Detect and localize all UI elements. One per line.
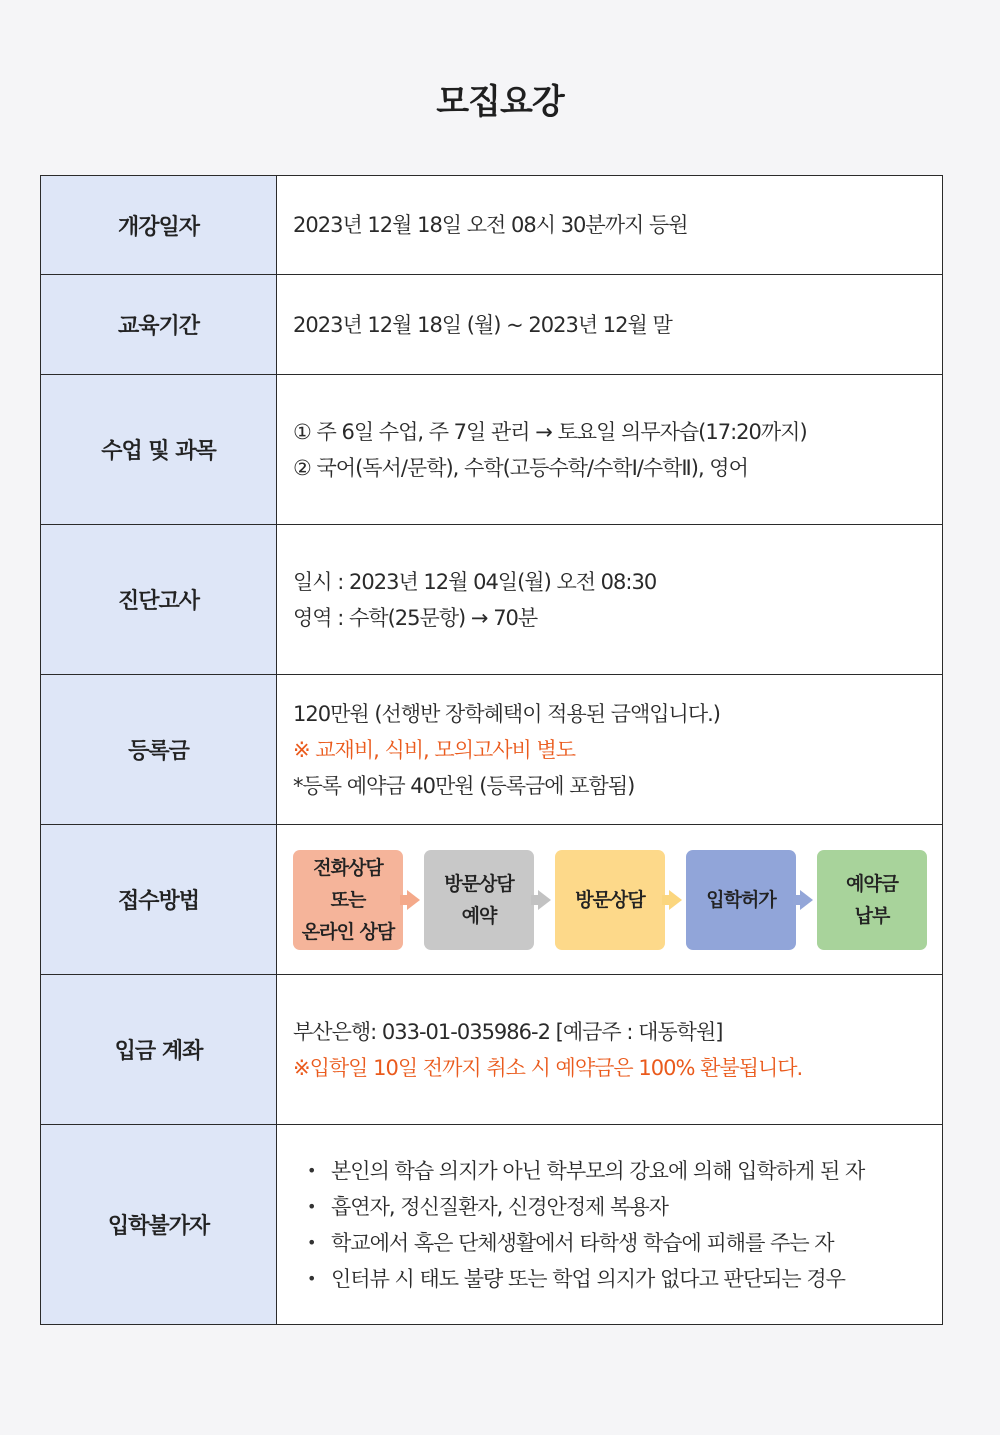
step-text: 입학허가	[706, 888, 776, 911]
list-item: • 흡연자, 정신질환자, 신경안정제 복용자	[307, 1189, 932, 1225]
row-value	[277, 975, 943, 1125]
row-label: 수업 및 과목	[41, 375, 277, 525]
list-item: • 학교에서 혹은 단체생활에서 타학생 학습에 피해를 주는 자	[307, 1225, 932, 1261]
row-value	[277, 525, 943, 675]
row-bank-account	[41, 975, 943, 1125]
page-title: 모집요강	[436, 82, 564, 122]
step-text: 예약	[461, 904, 497, 927]
row-value	[277, 1125, 943, 1325]
row-value	[277, 275, 943, 375]
row-application-method	[41, 825, 943, 975]
row-value	[277, 825, 943, 975]
step-text: 전화상담	[313, 856, 383, 879]
row-tuition	[41, 675, 943, 825]
arrow-right-icon	[538, 890, 551, 910]
tuition-line-1: 120만원 (선행반 장학혜택이 적용된 금액입니다.)	[293, 701, 720, 726]
row-label: 입학불가자	[41, 1125, 277, 1325]
row-value	[277, 176, 943, 275]
row-diagnostic-test	[41, 525, 943, 675]
step-admission	[686, 850, 796, 950]
list-item: • 본인의 학습 의지가 아닌 학부모의 강요에 의해 입학하게 된 자	[307, 1153, 932, 1189]
application-steps	[293, 850, 927, 950]
step-consultation	[293, 850, 403, 950]
diagnostic-line-1: 일시 : 2023년 12월 04일(월) 오전 08:30	[293, 569, 657, 594]
classes-line-2: ② 국어(독서/문학), 수학(고등수학/수학Ⅰ/수학Ⅱ), 영어	[293, 455, 748, 480]
step-visit-consultation	[555, 850, 665, 950]
bank-account-text: 부산은행: 033-01-035986-2 [예금주 : 대동학원]	[293, 1019, 723, 1044]
step-text: 예약금	[845, 872, 899, 895]
list-item: • 인터뷰 시 태도 불량 또는 학업 의지가 없다고 판단되는 경우	[307, 1261, 932, 1297]
arrow-right-icon	[669, 890, 682, 910]
opening-date-text: 2023년 12월 18일 오전 08시 30분까지 등원	[293, 213, 688, 237]
step-text: 방문상담	[575, 888, 645, 911]
row-value	[277, 675, 943, 825]
step-text: 온라인 상담	[301, 920, 395, 943]
classes-line-1: ① 주 6일 수업, 주 7일 관리 → 토요일 의무자습(17:20까지)	[293, 419, 807, 444]
ineligible-list	[293, 1153, 932, 1297]
tuition-deposit: *등록 예약금 40만원 (등록금에 포함됨)	[293, 773, 635, 798]
row-label: 개강일자	[41, 176, 277, 275]
row-classes	[41, 375, 943, 525]
diagnostic-line-2: 영역 : 수학(25문항) → 70분	[293, 605, 538, 630]
row-label: 교육기간	[41, 275, 277, 375]
recruitment-table	[40, 175, 943, 1325]
step-deposit-payment	[817, 850, 927, 950]
refund-note: ※입학일 10일 전까지 취소 시 예약금은 100% 환불됩니다.	[293, 1055, 803, 1080]
arrow-right-icon	[800, 890, 813, 910]
step-text: 납부	[854, 904, 890, 927]
row-label: 진단고사	[41, 525, 277, 675]
step-visit-reservation	[424, 850, 534, 950]
step-text: 또는	[330, 888, 366, 911]
row-ineligible	[41, 1125, 943, 1325]
row-label: 접수방법	[41, 825, 277, 975]
tuition-note: ※ 교재비, 식비, 모의고사비 별도	[293, 737, 576, 762]
arrow-right-icon	[407, 890, 420, 910]
row-value	[277, 375, 943, 525]
row-opening-date	[41, 176, 943, 275]
row-education-period	[41, 275, 943, 375]
row-label: 등록금	[41, 675, 277, 825]
row-label: 입금 계좌	[41, 975, 277, 1125]
step-text: 방문상담	[444, 872, 514, 895]
education-period-text: 2023년 12월 18일 (월) ~ 2023년 12월 말	[293, 312, 672, 337]
